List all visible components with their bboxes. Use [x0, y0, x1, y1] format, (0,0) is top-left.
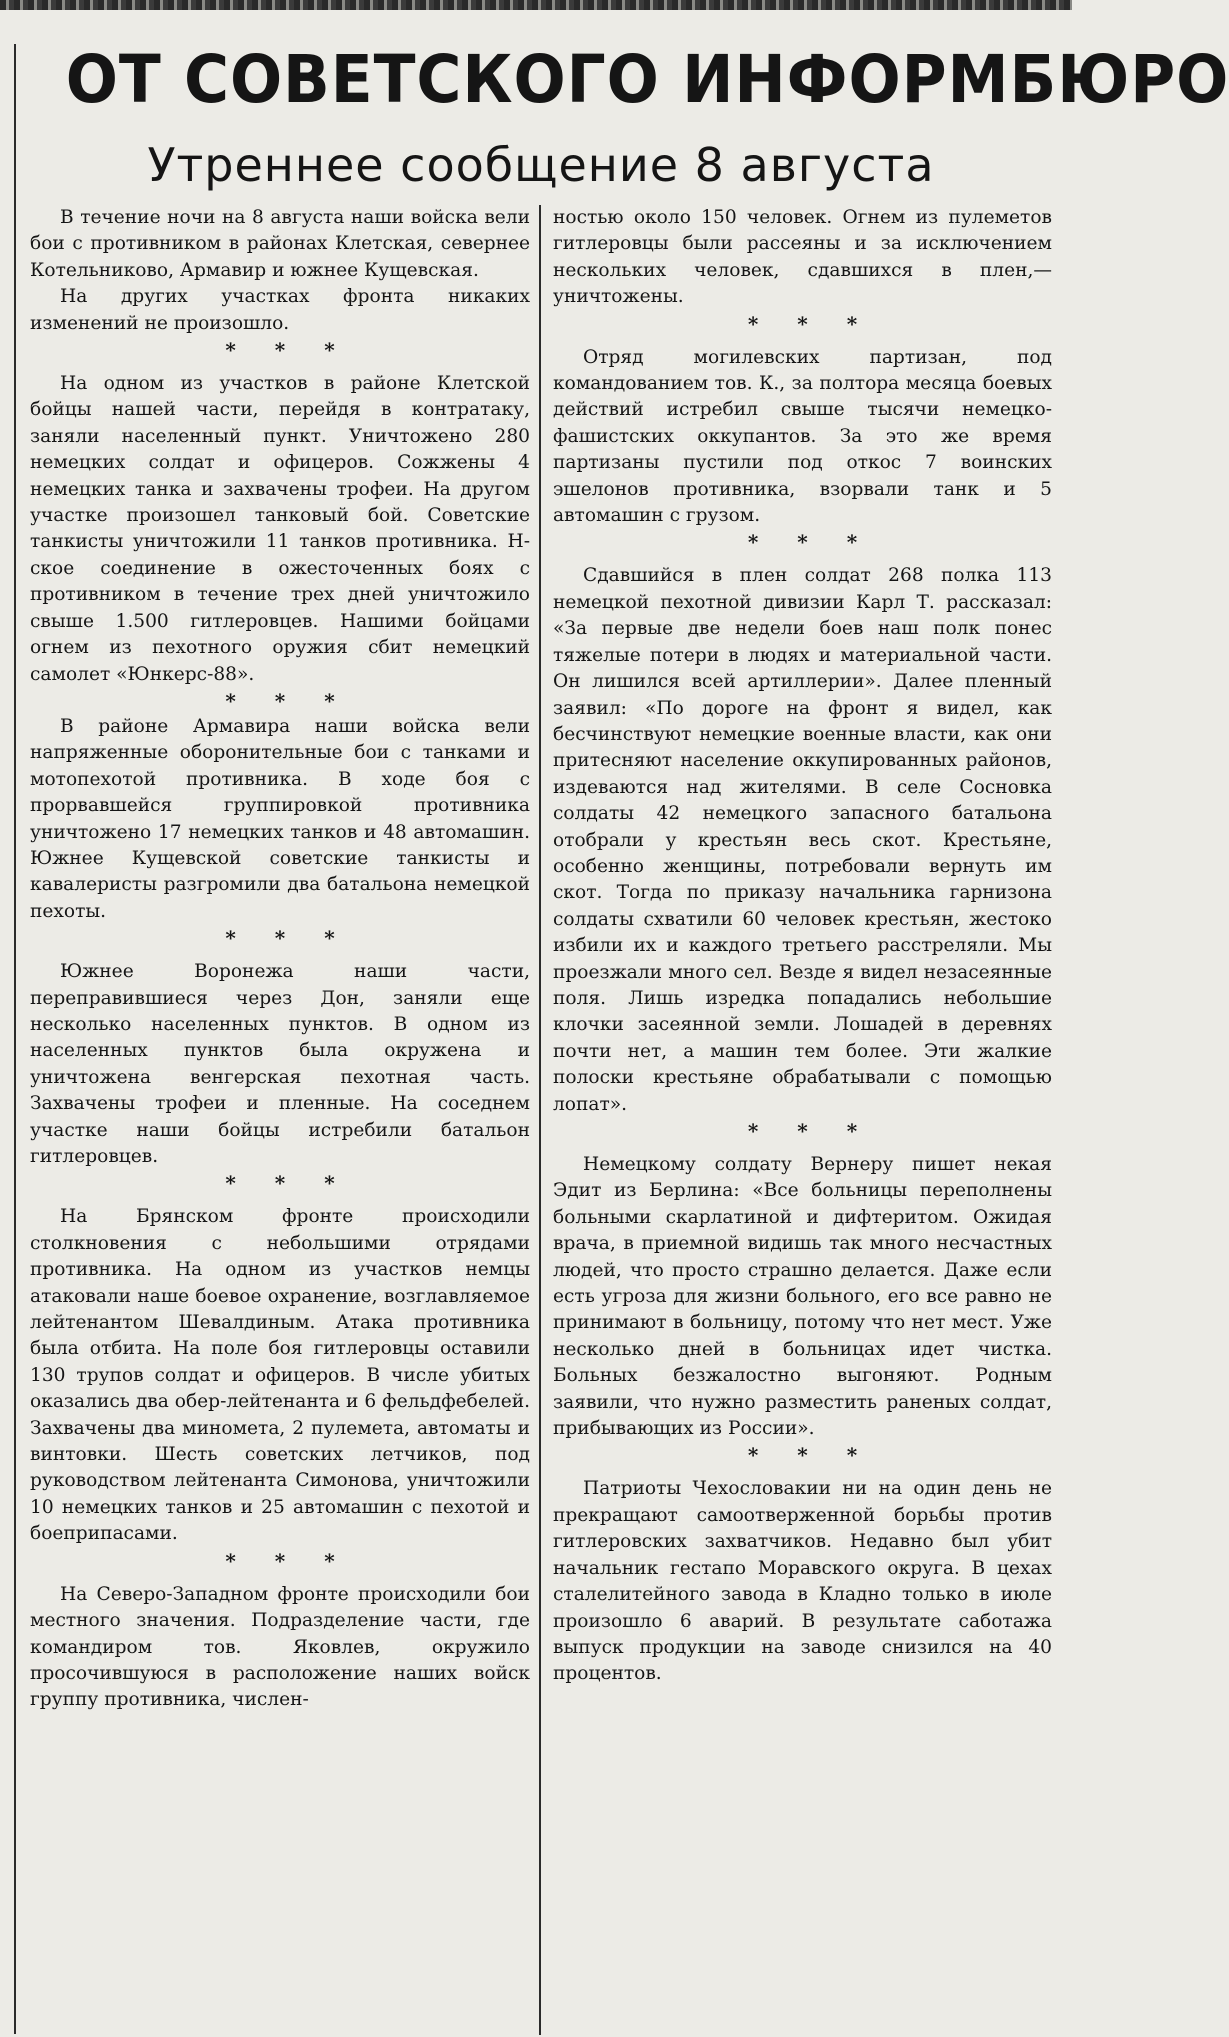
article-paragraph: Немецкому солдату Вернеру пишет некая Эдит из Берлина: «Все больницы переполнены больными скарлатиной и дифтеритом. Ожидая врача, в приемной видишь так много несчастных людей, что просто страшно делается. Даже если есть угроза для жизни больного, его все равно не принимают в больницу, потому что нет мест. Уже несколько дней в больницах идет чистка. Больных безжалостно выгоняют. Родным заявили, что нужно разместить раненых солдат, прибывающих из России».	[553, 1154, 1052, 1440]
left-column	[30, 205, 530, 1714]
section-separator: * * *	[225, 1548, 351, 1573]
article-paragraph: В районе Армавира наши войска вели напряженные оборонительные бои с танками и мотопехотой противника. В ходе боя с прорвавшейся группировкой противника уничтожено 17 немецких танков и 48 автомашин. Южнее Кущевской советские танкисты и кавалеристы разгромили два батальона немецкой пехоты.	[30, 715, 530, 922]
top-border-rule	[0, 0, 1072, 10]
article-paragraph: На одном из участков в районе Клетской бойцы нашей части, перейдя в контратаку, заняли населенный пункт. Уничтожено 280 немецких солдат и офицеров. Сожжены 4 немецких танка и захвачены трофеи. На другом участке произошел танковый бой. Советские танкисты уничтожили 11 танков противника. Н-ское соединение в ожесточенных боях с противником в течение трех дней уничтожило свыше 1.500 гитлеровцев. Нашими бойцами огнем из пехотного оружия сбит немецкий самолет «Юнкерс-88».	[30, 373, 530, 685]
page-title: ОТ СОВЕТСКОГО ИНФОРМБЮРО	[65, 41, 1229, 118]
section-separator: * * *	[747, 1443, 874, 1468]
page-subtitle: Утреннее сообщение 8 августа	[147, 138, 935, 192]
section-separator: * * *	[747, 530, 874, 555]
article-paragraph: На других участках фронта никаких изменений не произошло.	[30, 286, 530, 334]
section-separator: * * *	[225, 1171, 351, 1196]
article-paragraph: Патриоты Чехословакии ни на один день не прекращают самоотверженной борьбы против гитлеровских захватчиков. Недавно был убит начальник гестапо Моравского округа. В цехах сталелитейного завода в Кладно только в июле произошло 6 аварий. В результате саботажа выпуск продукции на заводе снизился на 40 процентов.	[553, 1478, 1052, 1685]
article-paragraph: Сдавшийся в плен солдат 268 полка 113 немецкой пехотной дивизии Карл Т. рассказал: «За первые две недели боев наш полк понес тяжелые потери в людях и материальной части. Он лишился всей артиллерии». Далее пленный заявил: «По дороге на фронт я видел, как бесчинствуют немецкие военные власти, как они притесняют население оккупированных районов, издеваются над жителями. В селе Сосновка солдаты 42 немецкого запасного батальона отобрали у крестьян весь скот. Крестьяне, особенно женщины, потребовали вернуть им скот. Тогда по приказу начальника гарнизона солдаты схватили 60 человек крестьян, жестоко избили их и каждого третьего расстреляли. Мы проезжали много сел. Везде я видел незасеянные поля. Лишь изредка попадались небольшие клочки засеянной земли. Лошадей в деревнях почти нет, а машин тем более. Эти жалкие полоски крестьяне обрабатывали с помощью лопат».	[553, 565, 1052, 1115]
article-paragraph: В течение ночи на 8 августа наши войска вели бои с противником в районах Клетская, севернее Котельниково, Армавир и южнее Кущевская.	[30, 207, 530, 281]
section-separator: * * *	[225, 926, 351, 951]
article-paragraph: На Северо-Западном фронте происходили бои местного значения. Подразделение части, где командиром тов. Яковлев, окружило просочившуюся в расположение наших войск группу противника, числен-	[30, 1583, 530, 1711]
article-paragraph: На Брянском фронте происходили столкновения с небольшими отрядами противника. На одном из участков немцы атаковали наше боевое охранение, возглавляемое лейтенантом Шевалдиным. Атака противника была отбита. На поле боя гитлеровцы оставили 130 трупов солдат и офицеров. В числе убитых оказались два обер-лейтенанта и 6 фельдфебелей. Захвачены два миномета, 2 пулемета, автоматы и винтовки. Шесть советских летчиков, под руководством лейтенанта Симонова, уничтожили 10 немецких танков и 25 автомашин с пехотой и боеприпасами.	[30, 1206, 530, 1545]
section-separator: * * *	[747, 311, 874, 336]
section-separator: * * *	[225, 688, 351, 713]
left-border-rule	[14, 44, 16, 2034]
section-separator: * * *	[225, 338, 351, 363]
article-paragraph: Южнее Воронежа наши части, переправившиеся через Дон, заняли еще несколько населенных пунктов. В одном из населенных пунктов была окружена и уничтожена венгерская пехотная часть. Захвачены трофеи и пленные. На соседнем участке наши бойцы истребили батальон гитлеровцев.	[30, 961, 530, 1167]
article-paragraph: Отряд могилевских партизан, под командованием тов. К., за полтора месяца боевых действий истребил свыше тысячи немецко-фашистских оккупантов. За это же время партизаны пустили под откос 7 воинских эшелонов противника, взорвали танк и 5 автомашин с грузом.	[553, 346, 1052, 527]
column-divider	[539, 205, 541, 2035]
right-column	[553, 205, 1052, 1688]
article-paragraph-continued: ностью около 150 человек. Огнем из пулеметов гитлеровцы были рассеяны и за исключением нескольких человек, сдавшихся в плен,— уничтожены.	[553, 207, 1052, 308]
section-separator: * * *	[747, 1119, 874, 1143]
